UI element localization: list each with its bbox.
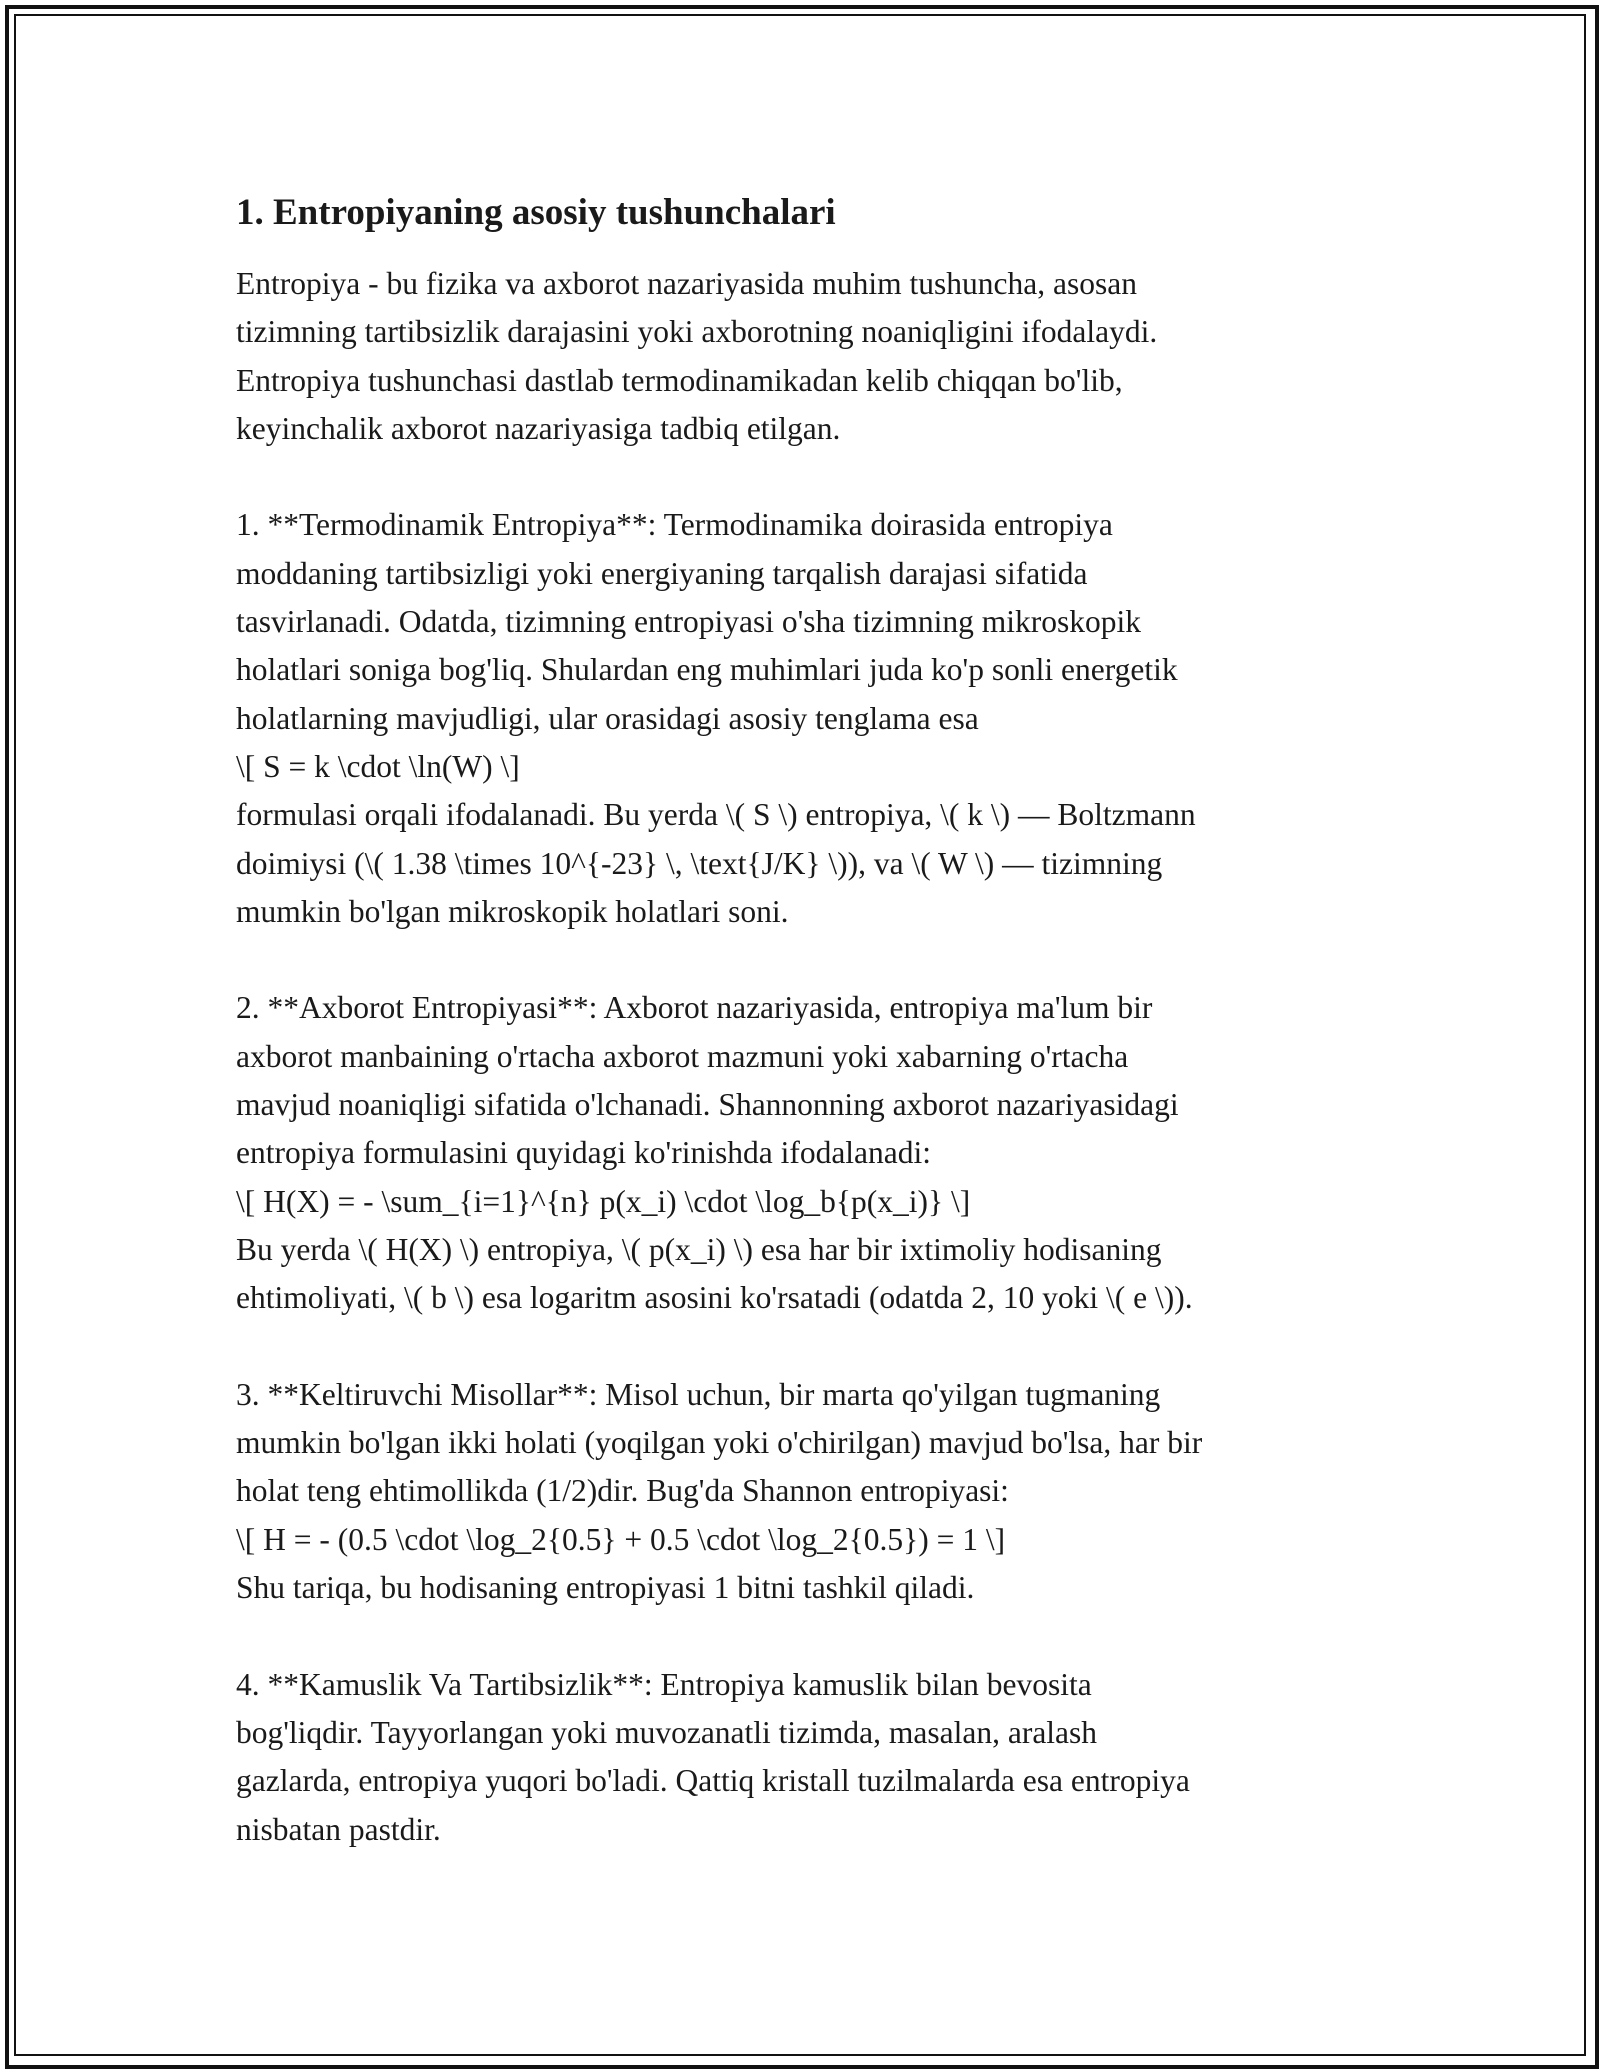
text-line: gazlarda, entropiya yuqori bo'ladi. Qattiq kristall tuzilmalarda esa entropiya bbox=[236, 1763, 1190, 1799]
text-line: formulasi orqali ifodalanadi. Bu yerda \( S \) entropiya, \( k \) — Boltzmann bbox=[236, 797, 1196, 833]
text-line: keyinchalik axborot nazariyasiga tadbiq etilgan. bbox=[236, 410, 841, 446]
paragraph bbox=[236, 501, 1386, 936]
paragraph bbox=[236, 984, 1386, 1322]
document-body bbox=[236, 186, 1386, 1902]
text-line: mavjud noaniqligi sifatida o'lchanadi. Shannonning axborot nazariyasidagi bbox=[236, 1087, 1179, 1123]
text-line: 1. **Termodinamik Entropiya**: Termodinamika doirasida entropiya bbox=[236, 507, 1113, 543]
text-line: Shu tariqa, bu hodisaning entropiyasi 1 bitni tashkil qiladi. bbox=[236, 1570, 975, 1606]
text-line: holatlari soniga bog'liq. Shulardan eng muhimlari juda ko'p sonli energetik bbox=[236, 652, 1178, 688]
paragraph bbox=[236, 1371, 1386, 1612]
text-line: entropiya formulasini quyidagi ko'rinishda ifodalanadi: bbox=[236, 1135, 932, 1171]
section-heading: 1. Entropiyaning asosiy tushunchalari bbox=[236, 192, 836, 233]
text-line: \[ H(X) = - \sum_{i=1}^{n} p(x_i) \cdot \log_b{p(x_i)} \] bbox=[236, 1183, 971, 1219]
text-line: tasvirlanadi. Odatda, tizimning entropiyasi o'sha tizimning mikroskopik bbox=[236, 604, 1142, 640]
text-line: tizimning tartibsizlik darajasini yoki axborotning noaniqligini ifodalaydi. bbox=[236, 314, 1158, 350]
text-line: \[ H = - (0.5 \cdot \log_2{0.5} + 0.5 \cdot \log_2{0.5}) = 1 \] bbox=[236, 1521, 1006, 1557]
text-line: axborot manbaining o'rtacha axborot mazmuni yoki xabarning o'rtacha bbox=[236, 1038, 1129, 1074]
text-line: bog'liqdir. Tayyorlangan yoki muvozanatli tizimda, masalan, aralash bbox=[236, 1714, 1098, 1750]
text-line: holat teng ehtimollikda (1/2)dir. Bug'da Shannon entropiyasi: bbox=[236, 1473, 1009, 1509]
text-line: nisbatan pastdir. bbox=[236, 1811, 441, 1847]
text-line: doimiysi (\( 1.38 \times 10^{-23} \, \text{J/K} \)), va \( W \) — tizimning bbox=[236, 845, 1163, 881]
text-line: Entropiya tushunchasi dastlab termodinamikadan kelib chiqqan bo'lib, bbox=[236, 362, 1123, 398]
text-line: Bu yerda \( H(X) \) entropiya, \( p(x_i) \) esa har bir ixtimoliy hodisaning bbox=[236, 1231, 1162, 1267]
text-line: 4. **Kamuslik Va Tartibsizlik**: Entropiya kamuslik bilan bevosita bbox=[236, 1666, 1092, 1702]
text-line: 3. **Keltiruvchi Misollar**: Misol uchun, bir marta qo'yilgan tugmaning bbox=[236, 1376, 1161, 1412]
text-line: mumkin bo'lgan mikroskopik holatlari soni. bbox=[236, 893, 789, 929]
text-line: holatlarning mavjudligi, ular orasidagi asosiy tenglama esa bbox=[236, 700, 979, 736]
text-line: moddaning tartibsizligi yoki energiyaning tarqalish darajasi sifatida bbox=[236, 555, 1088, 591]
paragraph bbox=[236, 1661, 1386, 1854]
text-line: Entropiya - bu fizika va axborot nazariyasida muhim tushuncha, asosan bbox=[236, 266, 1137, 301]
text-line: 2. **Axborot Entropiyasi**: Axborot nazariyasida, entropiya ma'lum bir bbox=[236, 990, 1153, 1026]
paragraph-list bbox=[236, 260, 1386, 1854]
text-line: mumkin bo'lgan ikki holati (yoqilgan yoki o'chirilgan) mavjud bo'lsa, har bir bbox=[236, 1425, 1203, 1461]
text-line: \[ S = k \cdot \ln(W) \] bbox=[236, 748, 520, 784]
text-line: ehtimoliyati, \( b \) esa logaritm asosini ko'rsatadi (odatda 2, 10 yoki \( e \)). bbox=[236, 1280, 1193, 1316]
paragraph bbox=[236, 260, 1386, 453]
